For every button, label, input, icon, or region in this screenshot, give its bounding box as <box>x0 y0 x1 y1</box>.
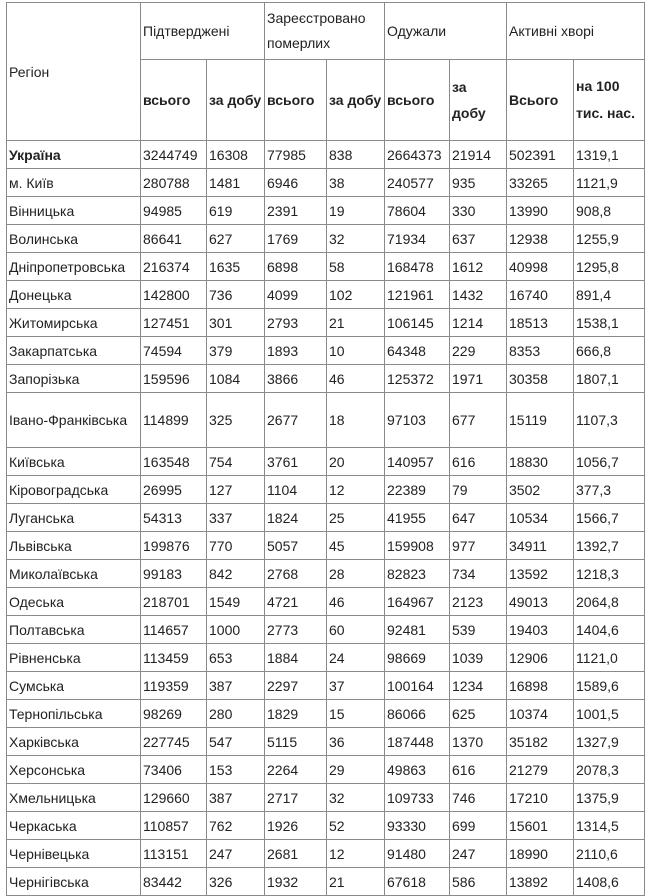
cell-recovered-total: 125372 <box>385 365 450 393</box>
cell-recovered-daily: 247 <box>450 840 507 868</box>
cell-recovered-daily: 616 <box>450 448 507 476</box>
cell-recovered-total: 92481 <box>385 616 450 644</box>
cell-confirmed-daily: 1084 <box>207 365 265 393</box>
cell-active-per-100k: 1327,9 <box>574 728 645 756</box>
cell-region: Запорізька <box>7 365 141 393</box>
table-row <box>7 169 645 197</box>
table-row <box>7 448 645 476</box>
cell-region: Сумська <box>7 672 141 700</box>
cell-region: Луганська <box>7 504 141 532</box>
cell-active-total: 10374 <box>507 700 574 728</box>
table-row <box>7 281 645 309</box>
cell-confirmed-total: 114657 <box>141 616 207 644</box>
cell-recovered-daily: 746 <box>450 784 507 812</box>
cell-deaths-total: 1104 <box>265 476 327 504</box>
subheader-confirmed-daily: за добу <box>207 60 265 141</box>
cell-active-total: 13892 <box>507 868 574 896</box>
cell-recovered-daily: 647 <box>450 504 507 532</box>
cell-recovered-total: 49863 <box>385 756 450 784</box>
cell-deaths-total: 2793 <box>265 309 327 337</box>
cell-region: Рівненська <box>7 644 141 672</box>
cell-confirmed-daily: 280 <box>207 700 265 728</box>
cell-region: Україна <box>7 141 141 169</box>
cell-deaths-total: 1926 <box>265 812 327 840</box>
cell-active-per-100k: 1589,6 <box>574 672 645 700</box>
cell-confirmed-total: 227745 <box>141 728 207 756</box>
cell-confirmed-daily: 754 <box>207 448 265 476</box>
cell-active-total: 49013 <box>507 588 574 616</box>
cell-deaths-daily: 45 <box>327 532 385 560</box>
cell-confirmed-total: 98269 <box>141 700 207 728</box>
table-row <box>7 504 645 532</box>
cell-recovered-daily: 977 <box>450 532 507 560</box>
cell-confirmed-total: 159596 <box>141 365 207 393</box>
cell-recovered-total: 71934 <box>385 225 450 253</box>
cell-deaths-total: 2264 <box>265 756 327 784</box>
cell-recovered-daily: 229 <box>450 337 507 365</box>
cell-active-total: 15119 <box>507 393 574 448</box>
cell-recovered-daily: 734 <box>450 560 507 588</box>
cell-confirmed-daily: 379 <box>207 337 265 365</box>
cell-deaths-total: 2768 <box>265 560 327 588</box>
cell-recovered-daily: 935 <box>450 169 507 197</box>
table-row <box>7 337 645 365</box>
cell-confirmed-total: 216374 <box>141 253 207 281</box>
cell-active-per-100k: 1218,3 <box>574 560 645 588</box>
cell-deaths-total: 5057 <box>265 532 327 560</box>
cell-region: Житомирська <box>7 309 141 337</box>
cell-confirmed-daily: 762 <box>207 812 265 840</box>
cell-active-per-100k: 2064,8 <box>574 588 645 616</box>
cell-active-total: 18990 <box>507 840 574 868</box>
cell-confirmed-total: 26995 <box>141 476 207 504</box>
cell-recovered-daily: 586 <box>450 868 507 896</box>
cell-confirmed-total: 113459 <box>141 644 207 672</box>
cell-deaths-total: 5115 <box>265 728 327 756</box>
cell-deaths-total: 1884 <box>265 644 327 672</box>
cell-deaths-daily: 32 <box>327 784 385 812</box>
cell-recovered-daily: 1612 <box>450 253 507 281</box>
cell-active-per-100k: 1001,5 <box>574 700 645 728</box>
cell-confirmed-total: 54313 <box>141 504 207 532</box>
cell-confirmed-daily: 736 <box>207 281 265 309</box>
table-row <box>7 840 645 868</box>
cell-confirmed-total: 86641 <box>141 225 207 253</box>
cell-recovered-total: 97103 <box>385 393 450 448</box>
cell-active-total: 13592 <box>507 560 574 588</box>
cell-region: Вінницька <box>7 197 141 225</box>
cell-deaths-daily: 46 <box>327 588 385 616</box>
cell-active-per-100k: 1314,5 <box>574 812 645 840</box>
cell-deaths-total: 2297 <box>265 672 327 700</box>
cell-deaths-daily: 32 <box>327 225 385 253</box>
table-row <box>7 309 645 337</box>
table-row <box>7 784 645 812</box>
table-row <box>7 560 645 588</box>
cell-deaths-total: 4099 <box>265 281 327 309</box>
subheader-recovered-total: всього <box>385 60 450 141</box>
cell-deaths-total: 2681 <box>265 840 327 868</box>
cell-deaths-total: 1769 <box>265 225 327 253</box>
table-row <box>7 700 645 728</box>
cell-confirmed-total: 99183 <box>141 560 207 588</box>
cell-active-per-100k: 1404,6 <box>574 616 645 644</box>
cell-region: Херсонська <box>7 756 141 784</box>
cell-recovered-daily: 616 <box>450 756 507 784</box>
cell-recovered-total: 240577 <box>385 169 450 197</box>
cell-active-total: 15601 <box>507 812 574 840</box>
cell-active-per-100k: 2078,3 <box>574 756 645 784</box>
cell-deaths-total: 6946 <box>265 169 327 197</box>
cell-recovered-total: 64348 <box>385 337 450 365</box>
cell-confirmed-daily: 325 <box>207 393 265 448</box>
cell-recovered-total: 41955 <box>385 504 450 532</box>
cell-recovered-total: 98669 <box>385 644 450 672</box>
table-row <box>7 672 645 700</box>
cell-active-total: 502391 <box>507 141 574 169</box>
table-row <box>7 588 645 616</box>
cell-deaths-daily: 60 <box>327 616 385 644</box>
cell-deaths-daily: 24 <box>327 644 385 672</box>
cell-active-per-100k: 1408,6 <box>574 868 645 896</box>
cell-region: Івано-Франківська <box>7 393 141 448</box>
cell-recovered-total: 67618 <box>385 868 450 896</box>
cell-recovered-total: 159908 <box>385 532 450 560</box>
cell-region: Харківська <box>7 728 141 756</box>
cell-active-total: 34911 <box>507 532 574 560</box>
cell-confirmed-total: 129660 <box>141 784 207 812</box>
cell-active-total: 3502 <box>507 476 574 504</box>
cell-deaths-total: 4721 <box>265 588 327 616</box>
cell-deaths-daily: 36 <box>327 728 385 756</box>
cell-recovered-daily: 677 <box>450 393 507 448</box>
cell-deaths-total: 2391 <box>265 197 327 225</box>
cell-region: Кіровоградська <box>7 476 141 504</box>
cell-confirmed-total: 3244749 <box>141 141 207 169</box>
cell-active-per-100k: 2110,6 <box>574 840 645 868</box>
cell-confirmed-daily: 842 <box>207 560 265 588</box>
subheader-active-total: Всього <box>507 60 574 141</box>
cell-confirmed-total: 113151 <box>141 840 207 868</box>
cell-active-total: 40998 <box>507 253 574 281</box>
cell-deaths-daily: 19 <box>327 197 385 225</box>
cell-confirmed-daily: 619 <box>207 197 265 225</box>
cell-deaths-daily: 46 <box>327 365 385 393</box>
cell-active-per-100k: 1566,7 <box>574 504 645 532</box>
cell-region: Чернівецька <box>7 840 141 868</box>
cell-region: Хмельницька <box>7 784 141 812</box>
cell-active-per-100k: 1295,8 <box>574 253 645 281</box>
table-body <box>7 141 645 896</box>
cell-active-per-100k: 1375,9 <box>574 784 645 812</box>
cell-recovered-daily: 625 <box>450 700 507 728</box>
cell-active-total: 13990 <box>507 197 574 225</box>
cell-confirmed-total: 127451 <box>141 309 207 337</box>
cell-confirmed-daily: 337 <box>207 504 265 532</box>
cell-recovered-total: 121961 <box>385 281 450 309</box>
table-row <box>7 365 645 393</box>
cell-recovered-total: 22389 <box>385 476 450 504</box>
table-row <box>7 868 645 896</box>
cell-deaths-daily: 12 <box>327 476 385 504</box>
cell-active-total: 16740 <box>507 281 574 309</box>
cell-confirmed-total: 163548 <box>141 448 207 476</box>
cell-active-per-100k: 1392,7 <box>574 532 645 560</box>
cell-region: Одеська <box>7 588 141 616</box>
subheader-confirmed-total: всього <box>141 60 207 141</box>
table-row <box>7 476 645 504</box>
cell-region: Полтавська <box>7 616 141 644</box>
cell-deaths-daily: 102 <box>327 281 385 309</box>
cell-recovered-total: 109733 <box>385 784 450 812</box>
cell-active-total: 33265 <box>507 169 574 197</box>
cell-recovered-daily: 1234 <box>450 672 507 700</box>
header-confirmed: Підтверджені <box>141 3 265 60</box>
cell-deaths-total: 3866 <box>265 365 327 393</box>
cell-region: Чернігівська <box>7 868 141 896</box>
cell-confirmed-total: 110857 <box>141 812 207 840</box>
cell-recovered-total: 93330 <box>385 812 450 840</box>
cell-recovered-daily: 1971 <box>450 365 507 393</box>
table-row <box>7 644 645 672</box>
subheader-deaths-total: всього <box>265 60 327 141</box>
cell-deaths-total: 77985 <box>265 141 327 169</box>
table-row <box>7 756 645 784</box>
cell-deaths-total: 2717 <box>265 784 327 812</box>
cell-confirmed-total: 73406 <box>141 756 207 784</box>
cell-region: Донецька <box>7 281 141 309</box>
cell-active-total: 19403 <box>507 616 574 644</box>
cell-active-total: 35182 <box>507 728 574 756</box>
table-row <box>7 253 645 281</box>
cell-confirmed-daily: 16308 <box>207 141 265 169</box>
cell-deaths-daily: 29 <box>327 756 385 784</box>
table-row <box>7 197 645 225</box>
cell-region: Львівська <box>7 532 141 560</box>
cell-deaths-daily: 25 <box>327 504 385 532</box>
table-row <box>7 812 645 840</box>
cell-deaths-daily: 21 <box>327 868 385 896</box>
cell-confirmed-daily: 1635 <box>207 253 265 281</box>
cell-active-per-100k: 666,8 <box>574 337 645 365</box>
cell-deaths-daily: 21 <box>327 309 385 337</box>
cell-confirmed-total: 218701 <box>141 588 207 616</box>
cell-recovered-daily: 330 <box>450 197 507 225</box>
cell-active-per-100k: 908,8 <box>574 197 645 225</box>
cell-confirmed-daily: 387 <box>207 784 265 812</box>
cell-confirmed-daily: 247 <box>207 840 265 868</box>
cell-region: Миколаївська <box>7 560 141 588</box>
cell-active-per-100k: 891,4 <box>574 281 645 309</box>
cell-deaths-total: 2677 <box>265 393 327 448</box>
cell-deaths-daily: 838 <box>327 141 385 169</box>
cell-active-per-100k: 1255,9 <box>574 225 645 253</box>
cell-active-per-100k: 1107,3 <box>574 393 645 448</box>
cell-region: Дніпропетровська <box>7 253 141 281</box>
subheader-deaths-daily: за добу <box>327 60 385 141</box>
cell-deaths-daily: 37 <box>327 672 385 700</box>
cell-confirmed-daily: 326 <box>207 868 265 896</box>
cell-deaths-daily: 38 <box>327 169 385 197</box>
cell-confirmed-daily: 127 <box>207 476 265 504</box>
cell-deaths-total: 1829 <box>265 700 327 728</box>
cell-active-total: 21279 <box>507 756 574 784</box>
cell-confirmed-total: 83442 <box>141 868 207 896</box>
cell-recovered-daily: 539 <box>450 616 507 644</box>
table-row <box>7 728 645 756</box>
cell-region: м. Київ <box>7 169 141 197</box>
table-row <box>7 225 645 253</box>
cell-recovered-daily: 21914 <box>450 141 507 169</box>
cell-recovered-total: 78604 <box>385 197 450 225</box>
cell-recovered-daily: 1039 <box>450 644 507 672</box>
cell-confirmed-daily: 153 <box>207 756 265 784</box>
cell-recovered-daily: 699 <box>450 812 507 840</box>
cell-active-total: 17210 <box>507 784 574 812</box>
cell-recovered-daily: 1432 <box>450 281 507 309</box>
cell-confirmed-total: 74594 <box>141 337 207 365</box>
cell-confirmed-total: 114899 <box>141 393 207 448</box>
cell-recovered-total: 140957 <box>385 448 450 476</box>
cell-active-total: 10534 <box>507 504 574 532</box>
cell-confirmed-daily: 653 <box>207 644 265 672</box>
cell-active-per-100k: 1056,7 <box>574 448 645 476</box>
header-recovered: Одужали <box>385 3 507 60</box>
cell-deaths-total: 1932 <box>265 868 327 896</box>
cell-active-per-100k: 1319,1 <box>574 141 645 169</box>
cell-region: Закарпатська <box>7 337 141 365</box>
cell-active-per-100k: 1121,0 <box>574 644 645 672</box>
cell-confirmed-total: 94985 <box>141 197 207 225</box>
cell-confirmed-daily: 1549 <box>207 588 265 616</box>
table-row <box>7 616 645 644</box>
cell-deaths-daily: 10 <box>327 337 385 365</box>
cell-deaths-daily: 15 <box>327 700 385 728</box>
cell-region: Київська <box>7 448 141 476</box>
cell-recovered-daily: 1214 <box>450 309 507 337</box>
cell-active-total: 12906 <box>507 644 574 672</box>
cell-recovered-total: 106145 <box>385 309 450 337</box>
cell-active-total: 12938 <box>507 225 574 253</box>
covid-regions-table <box>6 2 645 896</box>
cell-recovered-total: 100164 <box>385 672 450 700</box>
cell-confirmed-daily: 301 <box>207 309 265 337</box>
cell-recovered-total: 86066 <box>385 700 450 728</box>
cell-confirmed-daily: 387 <box>207 672 265 700</box>
cell-active-per-100k: 1121,9 <box>574 169 645 197</box>
cell-confirmed-total: 119359 <box>141 672 207 700</box>
cell-region: Тернопільська <box>7 700 141 728</box>
cell-region: Волинська <box>7 225 141 253</box>
subheader-active-per-100k: на 100 тис. нас. <box>574 60 645 141</box>
cell-region: Черкаська <box>7 812 141 840</box>
cell-deaths-total: 3761 <box>265 448 327 476</box>
cell-deaths-total: 1824 <box>265 504 327 532</box>
cell-recovered-total: 2664373 <box>385 141 450 169</box>
header-deaths: Зареєстровано померлих <box>265 3 385 60</box>
cell-recovered-daily: 2123 <box>450 588 507 616</box>
cell-confirmed-total: 280788 <box>141 169 207 197</box>
cell-active-total: 18513 <box>507 309 574 337</box>
cell-recovered-total: 164967 <box>385 588 450 616</box>
cell-active-total: 18830 <box>507 448 574 476</box>
cell-active-per-100k: 1538,1 <box>574 309 645 337</box>
cell-confirmed-daily: 1000 <box>207 616 265 644</box>
table-row <box>7 393 645 448</box>
cell-confirmed-daily: 770 <box>207 532 265 560</box>
cell-confirmed-daily: 627 <box>207 225 265 253</box>
cell-active-total: 30358 <box>507 365 574 393</box>
cell-deaths-daily: 28 <box>327 560 385 588</box>
cell-active-per-100k: 1807,1 <box>574 365 645 393</box>
cell-confirmed-daily: 1481 <box>207 169 265 197</box>
header-active: Активні хворі <box>507 3 645 60</box>
cell-confirmed-daily: 547 <box>207 728 265 756</box>
cell-recovered-total: 91480 <box>385 840 450 868</box>
cell-deaths-total: 6898 <box>265 253 327 281</box>
cell-confirmed-total: 142800 <box>141 281 207 309</box>
subheader-recovered-daily: за добу <box>450 60 507 141</box>
cell-active-total: 8353 <box>507 337 574 365</box>
cell-deaths-total: 1893 <box>265 337 327 365</box>
cell-deaths-daily: 18 <box>327 393 385 448</box>
table-row <box>7 141 645 169</box>
cell-active-per-100k: 377,3 <box>574 476 645 504</box>
cell-recovered-total: 168478 <box>385 253 450 281</box>
cell-deaths-daily: 58 <box>327 253 385 281</box>
cell-recovered-daily: 79 <box>450 476 507 504</box>
cell-deaths-total: 2773 <box>265 616 327 644</box>
cell-deaths-daily: 20 <box>327 448 385 476</box>
cell-recovered-total: 82823 <box>385 560 450 588</box>
table-row <box>7 532 645 560</box>
cell-deaths-daily: 12 <box>327 840 385 868</box>
cell-deaths-daily: 52 <box>327 812 385 840</box>
header-region: Регіон <box>7 3 141 141</box>
cell-confirmed-total: 199876 <box>141 532 207 560</box>
cell-recovered-daily: 1370 <box>450 728 507 756</box>
cell-recovered-daily: 637 <box>450 225 507 253</box>
cell-active-total: 16898 <box>507 672 574 700</box>
cell-recovered-total: 187448 <box>385 728 450 756</box>
